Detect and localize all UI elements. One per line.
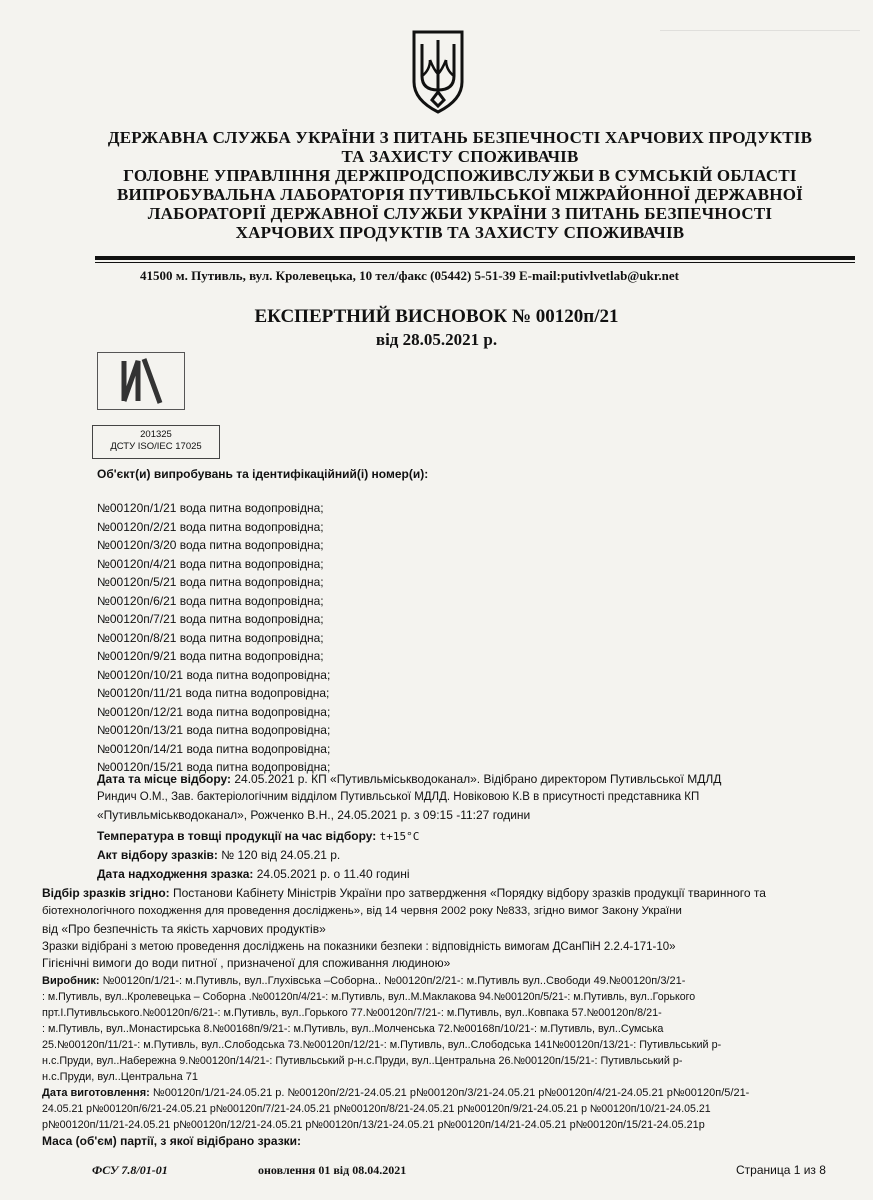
list-item: №00120п/13/21 вода питна водопровідна; bbox=[97, 723, 331, 737]
list-item: №00120п/7/21 вода питна водопровідна; bbox=[97, 612, 324, 626]
list-item: №00120п/15/21 вода питна водопровідна; bbox=[97, 760, 331, 774]
list-item: №00120п/1/21 вода питна водопровідна; bbox=[97, 501, 324, 515]
producer-text-1: №00120п/1/21-: м.Путивль, вул..Глухівська –Соборна.. №00120п/2/21-: м.Путивль вул..Свободи 49.№00120п/3/21- bbox=[99, 975, 686, 987]
accreditation-number: 201325 bbox=[140, 429, 172, 440]
producer-label: Виробник: bbox=[42, 975, 100, 987]
manufacture-line-1 bbox=[42, 1086, 749, 1100]
manufacture-text-1: №00120п/1/21-24.05.21 р. №00120п/2/21-24.05.21 р№00120п/3/21-24.05.21 р№00120п/4/21-24.05.21 р№00120п/5/21- bbox=[149, 1087, 750, 1099]
org-line-5: ЛАБОРАТОРІЇ ДЕРЖАВНОЇ СЛУЖБИ УКРАЇНИ З ПИТАНЬ БЕЗПЕЧНОСТІ bbox=[147, 204, 773, 223]
act-label: Акт відбору зразків: bbox=[97, 848, 218, 862]
manufacture-label: Дата виготовлення: bbox=[42, 1087, 150, 1099]
sampling-text-2: Риндич О.М., Зав. бактеріологічним відділом Путивльської МДЛД. Новіковою К.В в присутності представника КП bbox=[97, 791, 700, 803]
accreditation-logo bbox=[97, 352, 185, 410]
lot-mass-label: Маса (об'єм) партії, з якої відібрано зразки: bbox=[42, 1134, 302, 1148]
page-counter: Страница 1 из 8 bbox=[736, 1163, 826, 1177]
lab-address: 41500 м. Путивль, вул. Кролевецька, 10 тел/факс (05442) 5-51-39 E-mail:putivlvetlab@ukr.net bbox=[140, 268, 680, 283]
sampling-basis-label: Відбір зразків згідно: bbox=[42, 886, 170, 900]
list-item: №00120п/8/21 вода питна водопровідна; bbox=[97, 630, 324, 645]
form-code: ФСУ 7.8/01-01 bbox=[92, 1163, 168, 1177]
sampling-basis-text-3: від «Про безпечність та якість харчових продуктів» bbox=[42, 922, 326, 936]
bleed-through-shadow bbox=[660, 30, 860, 121]
sampling-basis-line-1 bbox=[42, 886, 766, 900]
sampling-line-1 bbox=[97, 772, 721, 786]
org-line-2: ТА ЗАХИСТУ СПОЖИВАЧІВ bbox=[341, 147, 579, 166]
header-divider-thin bbox=[95, 262, 855, 263]
producer-line-1 bbox=[42, 974, 685, 988]
producer-text-4: : м.Путивль, вул..Монастирська 8.№00168п/9/21-: м.Путивль, вул..Молченська 72.№00168п/10/21-: м.Путивль, вул..Сумська bbox=[42, 1023, 664, 1035]
list-item: №00120п/3/20 вода питна водопровідна; bbox=[97, 538, 324, 552]
temperature-value: t+15°C bbox=[379, 830, 420, 843]
header-divider-thick bbox=[95, 256, 855, 260]
arrival-label: Дата надходження зразка: bbox=[97, 867, 254, 881]
temperature-label: Температура в товщі продукції на час відбору: bbox=[97, 829, 377, 843]
producer-text-5: 25.№00120п/11/21-: м.Путивль, вул..Слободська 73.№00120п/12/21-: м.Путивль, вул..Слободська 141№00120п/13/21-: Путивльський р- bbox=[42, 1039, 722, 1051]
temperature-line bbox=[97, 829, 419, 844]
samples-list bbox=[97, 499, 330, 777]
document-date: від 28.05.2021 р. bbox=[375, 330, 498, 349]
sampling-label: Дата та місце відбору: bbox=[97, 772, 232, 786]
accreditation-mark-icon bbox=[98, 353, 184, 409]
list-item: №00120п/12/21 вода питна водопровідна; bbox=[97, 704, 331, 719]
list-item: №00120п/9/21 вода питна водопровідна; bbox=[97, 649, 324, 663]
sampling-basis-text-2: біотехнологічного походження для проведення досліджень», від 14 червня 2002 року №833, згідно вимог Закону України bbox=[42, 905, 682, 917]
producer-text-6: н.с.Пруди, вул..Набережна 9.№00120п/14/21-: Путивльський р-н.с.Пруди, вул..Центральна 26.№00120п/15/21-: Путивльський р- bbox=[42, 1055, 683, 1067]
list-item: №00120п/4/21 вода питна водопровідна; bbox=[97, 556, 324, 571]
org-line-4: ВИПРОБУВАЛЬНА ЛАБОРАТОРІЯ ПУТИВЛЬСЬКОЇ МІЖРАЙОННОЇ ДЕРЖАВНОЇ bbox=[117, 185, 803, 204]
objects-heading: Об'єкт(и) випробувань та ідентифікаційний(і) номер(и): bbox=[97, 467, 429, 481]
list-item: №00120п/14/21 вода питна водопровідна; bbox=[97, 741, 331, 756]
organization-header bbox=[60, 128, 860, 242]
producer-text-2: : м.Путивль, вул..Кролевецька – Соборна .№00120п/4/21-: м.Путивль, вул..М.Маклакова 94.№00120п/5/21-: м.Путивль, вул..Горького bbox=[42, 991, 696, 1003]
manufacture-text-3: р№00120п/11/21-24.05.21 р№00120п/12/21-24.05.21 р№00120п/13/21-24.05.21 р№00120п/14/21-24.05.21 р№00120п/15/21-24.05.21р bbox=[42, 1119, 705, 1131]
accreditation-standard: ДСТУ ISO/IEC 17025 bbox=[110, 441, 202, 452]
coat-of-arms-icon bbox=[408, 30, 468, 114]
sampling-text-3: «Путивльміськводоканал», Рожченко В.Н., 24.05.2021 р. з 09:15 -11:27 години bbox=[97, 808, 531, 822]
org-line-6: ХАРЧОВИХ ПРОДУКТІВ ТА ЗАХИСТУ СПОЖИВАЧІВ bbox=[235, 223, 685, 242]
list-item: №00120п/10/21 вода питна водопровідна; bbox=[97, 667, 331, 682]
producer-text-3: прт.І.Путивльського.№00120п/6/21-: м.Путивль, вул..Горького 77.№00120п/7/21-: м.Путивль, вул..Ковпака 57.№00120п/8/21- bbox=[42, 1007, 662, 1019]
sampling-basis-text-1: Постанови Кабінету Міністрів України про затвердження «Порядку відбору зразків продукції тваринного та bbox=[169, 886, 766, 900]
purpose-text-2: Гігієнічні вимоги до води питної , призначеної для споживання людиною» bbox=[42, 956, 451, 970]
org-line-3: ГОЛОВНЕ УПРАВЛІННЯ ДЕРЖПРОДСПОЖИВСЛУЖБИ В СУМСЬКІЙ ОБЛАСТІ bbox=[123, 166, 797, 185]
producer-text-7: н.с.Пруди, вул..Центральна 71 bbox=[42, 1071, 199, 1083]
revision-note: оновлення 01 від 08.04.2021 bbox=[258, 1163, 407, 1177]
act-value: № 120 від 24.05.21 р. bbox=[217, 848, 341, 862]
arrival-value: 24.05.2021 р. о 11.40 годині bbox=[253, 867, 410, 881]
act-line bbox=[97, 848, 340, 862]
org-line-1: ДЕРЖАВНА СЛУЖБА УКРАЇНИ З ПИТАНЬ БЕЗПЕЧНОСТІ ХАРЧОВИХ ПРОДУКТІВ bbox=[107, 128, 813, 147]
list-item: №00120п/2/21 вода питна водопровідна; bbox=[97, 519, 324, 534]
list-item: №00120п/5/21 вода питна водопровідна; bbox=[97, 575, 324, 589]
accreditation-info bbox=[92, 425, 220, 459]
list-item: №00120п/11/21 вода питна водопровідна; bbox=[97, 686, 330, 700]
document-title: ЕКСПЕРТНИЙ ВИСНОВОК № 00120п/21 bbox=[254, 306, 619, 327]
sampling-text-1: 24.05.2021 р. КП «Путивльміськводоканал». Відібрано директором Путивльської МДЛД bbox=[231, 772, 722, 786]
manufacture-text-2: 24.05.21 р№00120п/6/21-24.05.21 р№00120п/7/21-24.05.21 р№00120п/8/21-24.05.21 р№00120п/9/21-24.05.21 р №00120п/10/21-24.05.21 bbox=[42, 1103, 711, 1115]
purpose-text-1: Зразки відібрані з метою проведення досліджень на показники безпеки : відповідність вимогам ДСанПіН 2.2.4-171-10» bbox=[42, 941, 676, 953]
arrival-line bbox=[97, 867, 410, 881]
list-item: №00120п/6/21 вода питна водопровідна; bbox=[97, 593, 324, 608]
